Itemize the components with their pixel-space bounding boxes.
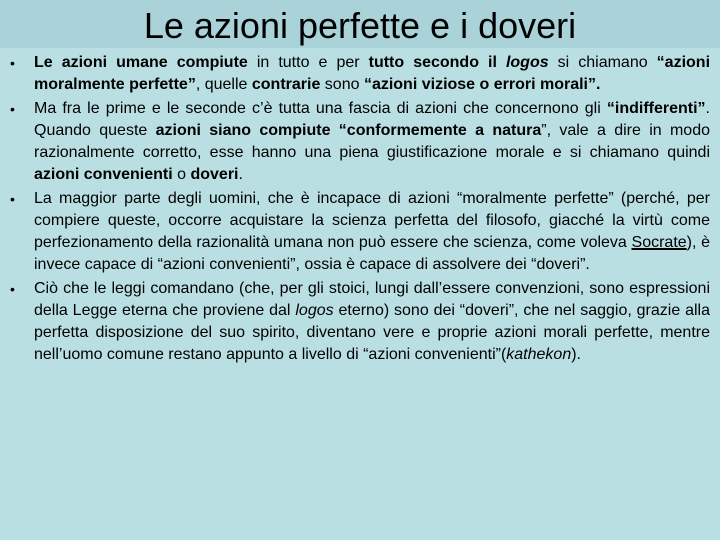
text-segment: ), è invece capace di “azioni convenienti”, ossia è capace di assolvere dei “doveri”. (34, 234, 710, 273)
text-segment: in tutto e per (247, 54, 369, 71)
text-segment: Le azioni umane compiute (34, 54, 248, 71)
bullet-item (10, 188, 710, 276)
text-segment: “azioni viziose o errori morali”. (363, 76, 601, 93)
text-segment: o (172, 166, 191, 183)
bullet-icon: • (10, 191, 15, 207)
text-segment: sono (320, 76, 364, 93)
bullet-item (10, 52, 710, 96)
text-segment: logos (295, 302, 334, 319)
bullet-list (10, 52, 710, 368)
text-segment: ). (571, 346, 581, 363)
bullet-icon: • (10, 55, 15, 71)
text-segment: . Quando queste (34, 100, 710, 139)
text-segment: kathekon (506, 346, 572, 363)
text-segment: ”, vale a dire in modo razionalmente corretto, esse hanno una piena giustificazione morale e si chiamano quindi (34, 122, 710, 161)
bullet-text (34, 98, 710, 186)
text-segment: logos (505, 54, 549, 71)
text-segment: , quelle (195, 76, 252, 93)
text-segment: contrarie (251, 76, 321, 93)
bullet-text (34, 188, 710, 276)
text-segment: La maggior parte degli uomini, che è incapace di azioni “moralmente perfette” (perché, per compiere queste, occorre acquistare la scienza perfetta del filosofo, giacché la virtù come perfezionamento della razionalità umana non può essere che scienza, come voleva (34, 190, 710, 251)
slide-title: Le azioni perfette e i doveri (143, 5, 577, 46)
bullet-item (10, 278, 710, 366)
bullet-icon: • (10, 281, 15, 297)
text-segment: tutto secondo il (368, 54, 506, 71)
text-segment: azioni siano compiute “conformemente a natura (155, 122, 542, 139)
bullet-item (10, 98, 710, 186)
text-segment: . (238, 166, 243, 183)
bullet-icon: • (10, 101, 15, 117)
text-segment: azioni convenienti (34, 166, 173, 183)
text-segment: doveri (190, 166, 239, 183)
text-segment: Ma fra le prime e le seconde c’è tutta una fascia di azioni che concernono gli (34, 100, 607, 117)
text-segment: si chiamano (548, 54, 657, 71)
bullet-text (34, 278, 710, 366)
bullet-text (34, 52, 710, 96)
text-segment: “indifferenti” (606, 100, 706, 117)
text-segment: eterno) sono dei “doveri”, che nel saggio, grazie alla perfetta disposizione del suo spirito, diventano vere e proprie azioni morali perfette, mentre nell’uomo comune restano appunto a livello di “azioni convenienti”( (34, 302, 711, 363)
text-segment: Ciò che le leggi comandano (che, per gli stoici, lungi dall’essere convenzioni, sono espressioni della Legge eterna che proviene dal (34, 280, 710, 319)
text-segment: “azioni moralmente perfette” (34, 54, 711, 93)
text-segment: Socrate (631, 234, 687, 251)
